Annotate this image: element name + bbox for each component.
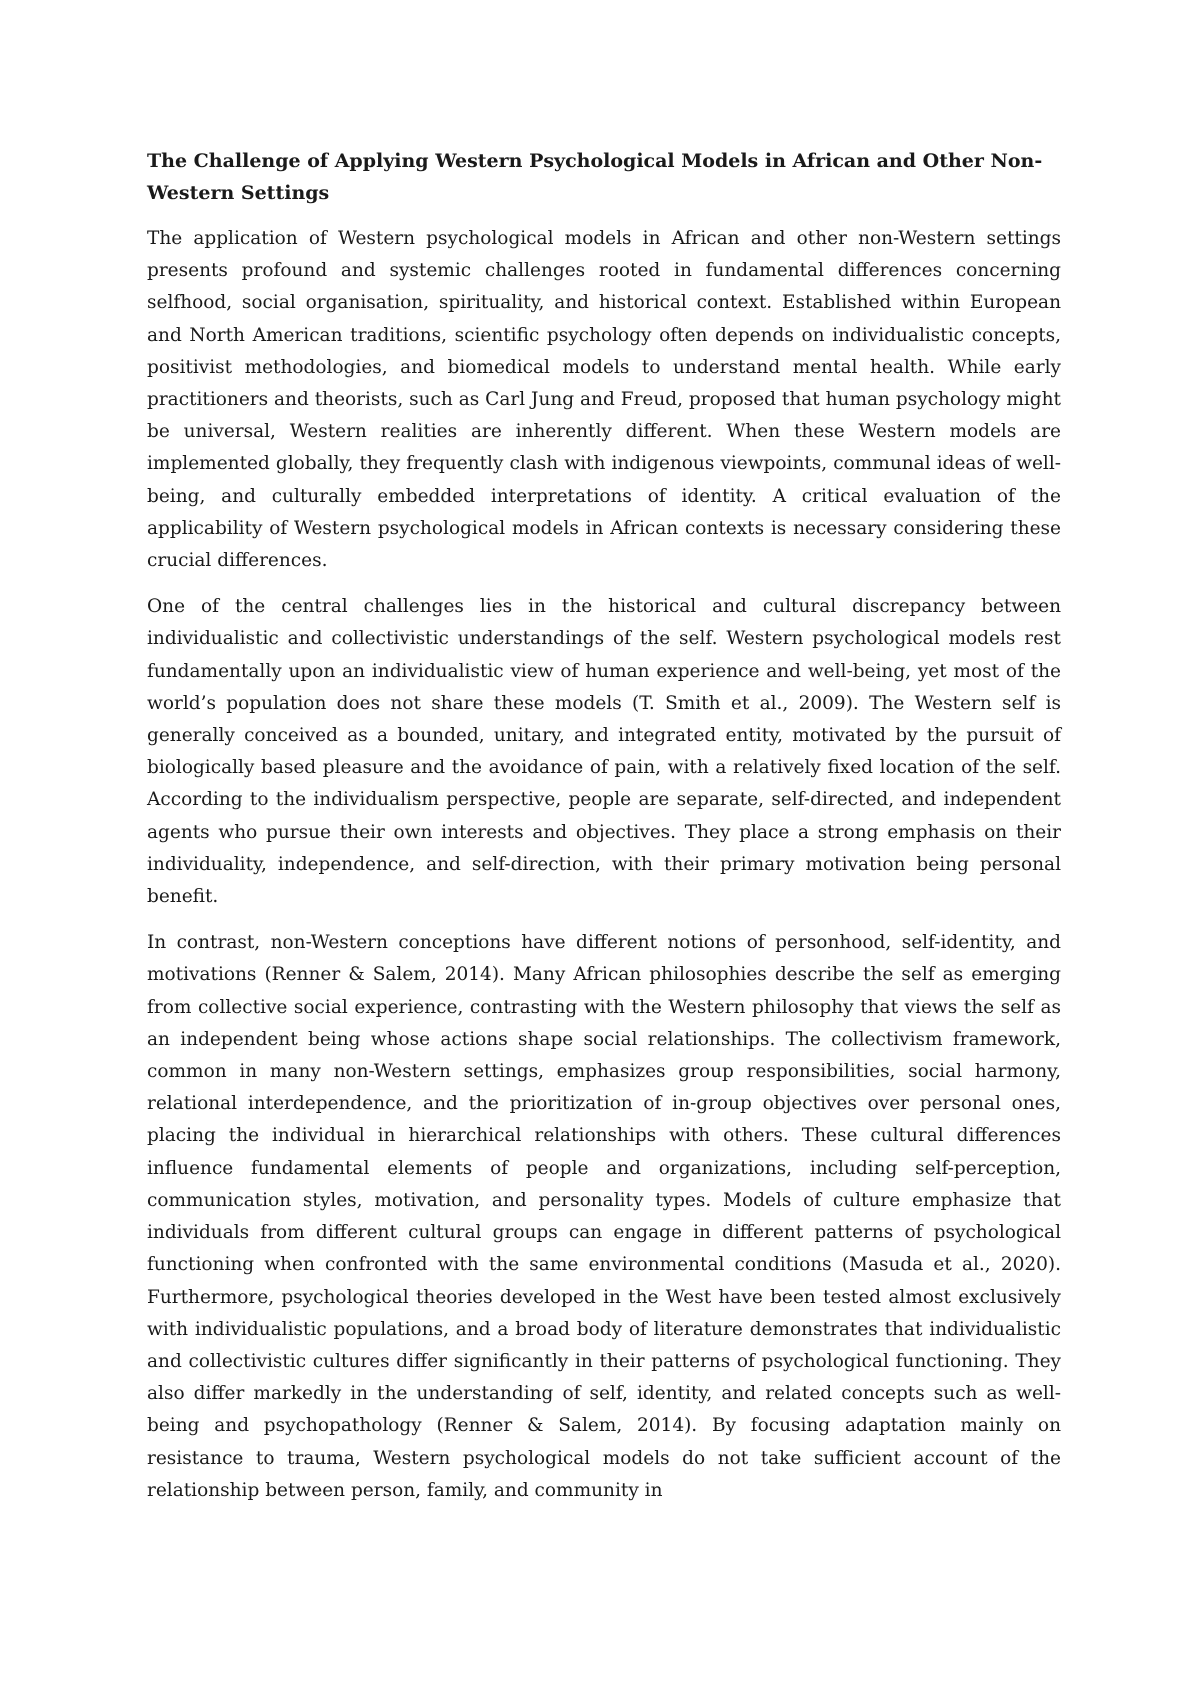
paragraph-intro: The application of Western psychological models in African and other non-Western settings presents profound and systemic challenges rooted in fundamental differences concerning selfhood, social organisation, spirituality, and historical context. Established within European and North American traditions, scientific psychology often depends on individualistic concepts, positivist methodologies, and biomedical models to understand mental health. While early practitioners and theorists, such as Carl Jung and Freud, proposed that human psychology might be universal, Western realities are inherently different. When these Western models are implemented globally, they frequently clash with indigenous viewpoints, communal ideas of well-being, and culturally embedded interpretations of identity. A critical evaluation of the applicability of Western psychological models in African contexts is necessary considering these crucial differences. [147,228,1061,572]
document-title: The Challenge of Applying Western Psychological Models in African and Other Non-Western Settings [147,150,1043,204]
paragraph-collectivism: In contrast, non-Western conceptions have different notions of personhood, self-identity, and motivations (Renner & Salem, 2014). Many African philosophies describe the self as emerging from collective social experience, contrasting with the Western philosophy that views the self as an independent being whose actions shape social relationships. The collectivism framework, common in many non-Western settings, emphasizes group responsibilities, social harmony, relational interdependence, and the prioritization of in-group objectives over personal ones, placing the individual in hierarchical relationships with others. These cultural differences influence fundamental elements of people and organizations, including self-perception, communication styles, motivation, and personality types. Models of culture emphasize that individuals from different cultural groups can engage in different patterns of psychological functioning when confronted with the same environmental conditions (Masuda et al., 2020). Furthermore, psychological theories developed in the West have been tested almost exclusively with individualistic populations, and a broad body of literature demonstrates that individualistic and collectivistic cultures differ significantly in their patterns of psychological functioning. They also differ markedly in the understanding of self, identity, and related concepts such as well-being and psychopathology (Renner & Salem, 2014). By focusing adaptation mainly on resistance to trauma, Western psychological models do not take sufficient account of the relationship between person, family, and community in [147,932,1061,1501]
paragraph-individualism: One of the central challenges lies in the historical and cultural discrepancy between individualistic and collectivistic understandings of the self. Western psychological models rest fundamentally upon an individualistic view of human experience and well-being, yet most of the world’s population does not share these models (T. Smith et al., 2009). The Western self is generally conceived as a bounded, unitary, and integrated entity, motivated by the pursuit of biologically based pleasure and the avoidance of pain, with a relatively fixed location of the self. According to the individualism perspective, people are separate, self-directed, and independent agents who pursue their own interests and objectives. They place a strong emphasis on their individuality, independence, and self-direction, with their primary motivation being personal benefit. [147,596,1061,908]
document-body [147,145,1061,1521]
